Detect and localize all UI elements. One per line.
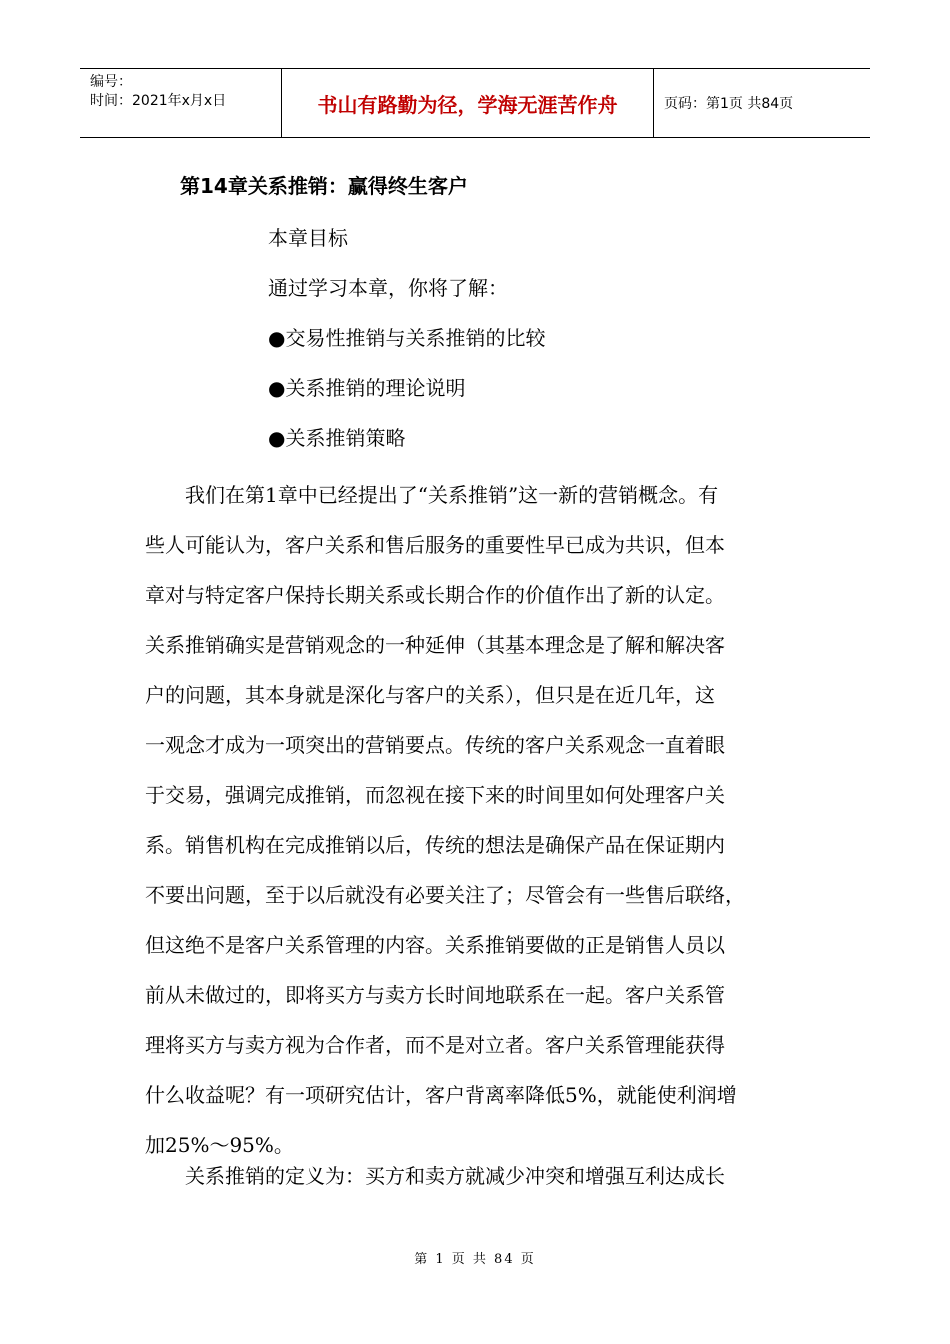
header-motto: 书山有路勤为径，学海无涯苦作舟 [282,69,654,137]
objective-item: ●关系推销的理论说明 [268,376,466,400]
objectives-intro: 通过学习本章，你将了解： [268,276,508,300]
objectives-heading: 本章目标 [268,226,348,250]
header-page-info: 页码：第1页 共84页 [664,96,794,112]
header-meta [80,69,282,137]
chapter-title: 第14章关系推销：赢得终生客户 [180,174,468,198]
body-line: 章对与特定客户保持长期关系或长期合作的价值作出了新的认定。 [145,583,725,607]
body-line: 于交易，强调完成推销，而忽视在接下来的时间里如何处理客户关 [145,783,725,807]
body-line: 理将买方与卖方视为合作者，而不是对立者。客户关系管理能获得 [145,1033,725,1057]
body-line: 不要出问题，至于以后就没有必要关注了；尽管会有一些售后联络， [145,883,745,907]
number-label: 编号： [90,74,132,90]
body-line: 一观念才成为一项突出的营销要点。传统的客户关系观念一直着眼 [145,733,725,757]
body-line: 我们在第1章中已经提出了“关系推销”这一新的营销概念。有 [145,483,719,507]
body-line: 但这绝不是客户关系管理的内容。关系推销要做的正是销售人员以 [145,933,725,957]
objective-item: ●关系推销策略 [268,426,406,450]
body-line: 关系推销确实是营销观念的一种延伸（其基本理念是了解和解决客 [145,633,725,657]
date-label: 时间：2021年x月x日 [90,93,227,109]
objective-item: ●交易性推销与关系推销的比较 [268,326,546,350]
body-paragraph [145,470,815,1170]
body-line: 户的问题，其本身就是深化与客户的关系），但只是在近几年，这 [145,683,715,707]
document-header [80,68,870,138]
definition-paragraph: 关系推销的定义为：买方和卖方就减少冲突和增强互利达成长 [145,1164,725,1188]
body-line: 些人可能认为，客户关系和售后服务的重要性早已成为共识，但本 [145,533,725,557]
body-line: 系。销售机构在完成推销以后，传统的想法是确保产品在保证期内 [145,833,725,857]
page-footer: 第 1 页 共 84 页 [414,1252,536,1267]
body-line: 加25%～95%。 [145,1133,294,1157]
body-line: 前从未做过的，即将买方与卖方长时间地联系在一起。客户关系管 [145,983,725,1007]
body-line: 什么收益呢？有一项研究估计，客户背离率降低5%，就能使利润增 [145,1083,737,1107]
